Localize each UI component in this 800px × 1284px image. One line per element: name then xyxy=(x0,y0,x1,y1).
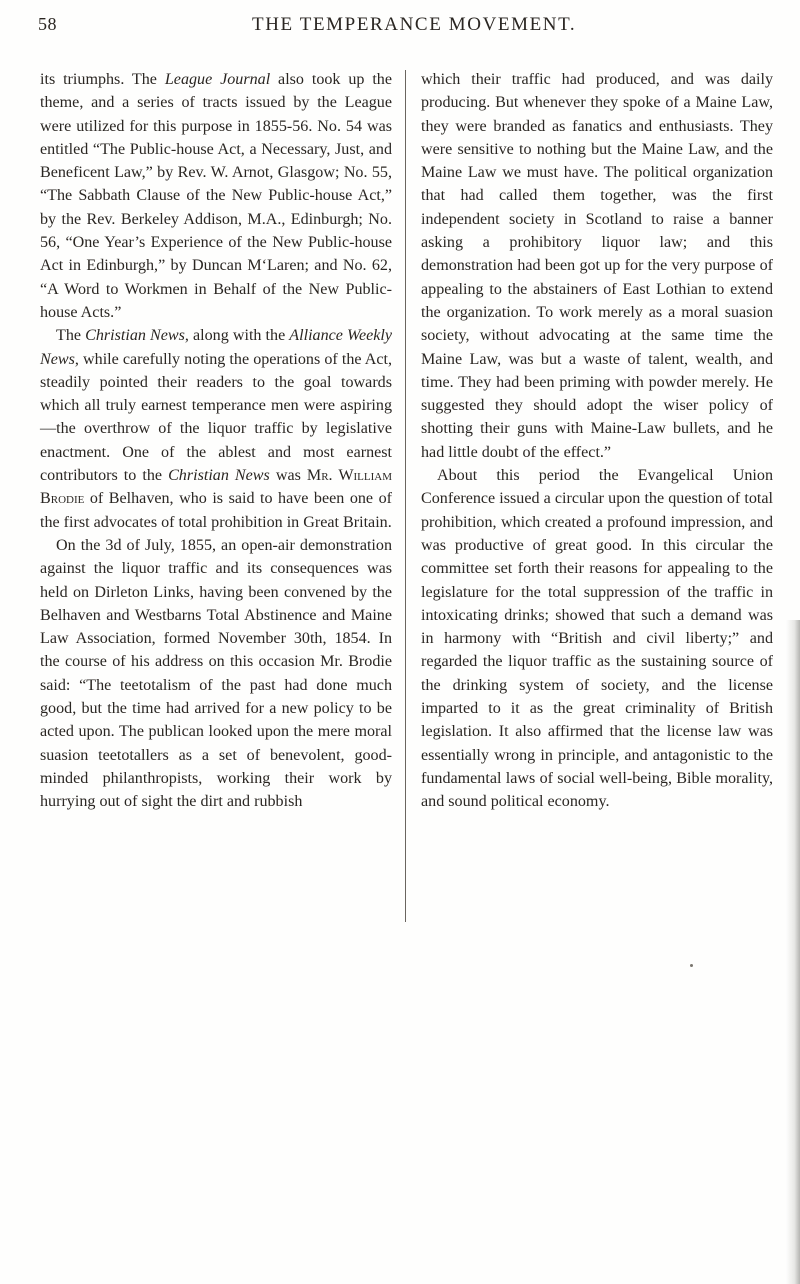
publication-title: Alliance Weekly News xyxy=(40,327,392,368)
text-run: , along with the xyxy=(184,327,290,345)
left-paragraph-1 xyxy=(40,68,392,324)
right-paragraph-1: which their traffic had produced, and was daily producing. But whenever they spoke of a Maine Law, they were branded as fanatics and enthusiasts. They were sensitive to nothing but the Maine Law, and the Maine Law we must have. The political organization that had called them together, was the first independent society in Scotland to raise a banner asking a prohibitory liquor law; and this demonstration had been got up for the very purpose of appealing to the abstainers of East Lothian to extend the organization. To work merely as a moral suasion society, without advocating at the same time the Maine Law, was but a waste of talent, wealth, and time. They had been priming with powder merely. He suggested they should adopt the wiser policy of shotting their guns with Maine-Law bullets, and he had little doubt of the effect.” xyxy=(421,71,773,461)
text-run: of Belhaven, who is said to have been one of the first advocates of total prohibition in Great Britain. xyxy=(40,490,392,531)
running-title: THE TEMPERANCE MOVEMENT. xyxy=(252,14,577,35)
person-name: Mr. William Brodie xyxy=(40,467,392,508)
publication-title: Christian News xyxy=(168,467,270,485)
column-rule xyxy=(405,70,406,922)
left-column xyxy=(40,68,392,814)
page-edge-shadow xyxy=(786,620,800,1284)
text-run: , while carefully noting the operations of the Act, steadily pointed their readers to the goal towards which all truly earnest temperance men were aspiring—the overthrow of the liquor traffic by legislative enactment. One of the ablest and most earnest contributors to the xyxy=(40,350,392,485)
text-run: was xyxy=(269,467,307,485)
publication-title: Christian News xyxy=(85,327,185,345)
ink-speck xyxy=(690,964,693,967)
page-number: 58 xyxy=(38,14,57,34)
right-column xyxy=(421,68,773,814)
right-paragraph-2: About this period the Evangelical Union Conference issued a circular upon the question of total prohibition, which created a profound impression, and was productive of great good. In this circular the committee set forth their reasons for appealing to the legislature for the total suppression of the traffic in intoxicating drinks; showed that such a demand was in harmony with “British and civil liberty;” and regarded the liquor traffic as the sustaining source of the drinking system of society, and the license imparted to it as the great criminality of British legislation. It also affirmed that the license law was essentially wrong in principle, and antagonistic to the fundamental laws of social well-being, Bible morality, and sound political economy. xyxy=(421,467,773,811)
left-paragraph-2 xyxy=(40,324,392,534)
text-run: also took up the theme, and a series of tracts issued by the League were utilized for this purpose in 1855-56. No. 54 was entitled “The Public-house Act, a Necessary, Just, and Beneficent Law,” by Rev. W. Arnot, Glasgow; No. 55, “The Sabbath Clause of the New Public-house Act,” by the Rev. Berkeley Addison, M.A., Edinburgh; No. 56, “One Year’s Experience of the New Public-house Act in Edinburgh,” by Duncan M‘Laren; and No. 62, “A Word to Workmen in Behalf of the New Public-house Acts.” xyxy=(40,71,392,321)
running-head xyxy=(0,14,800,42)
left-paragraph-3: On the 3d of July, 1855, an open-air demonstration against the liquor traffic and its consequences was held on Dirleton Links, having been convened by the Belhaven and Westbarns Total Abstinence and Maine Law Association, formed November 30th, 1854. In the course of his address on this occasion Mr. Brodie said: “The teetotalism of the past had done much good, but the time had arrived for a new policy to be acted upon. The publican looked upon the mere moral suasion teetotallers as a set of benevolent, good-minded philanthropists, working their work by hurrying out of sight the dirt and rubbish xyxy=(40,536,392,811)
publication-title: League Journal xyxy=(164,71,271,88)
text-run: its triumphs. The xyxy=(40,71,165,88)
text-run: The xyxy=(56,327,86,345)
